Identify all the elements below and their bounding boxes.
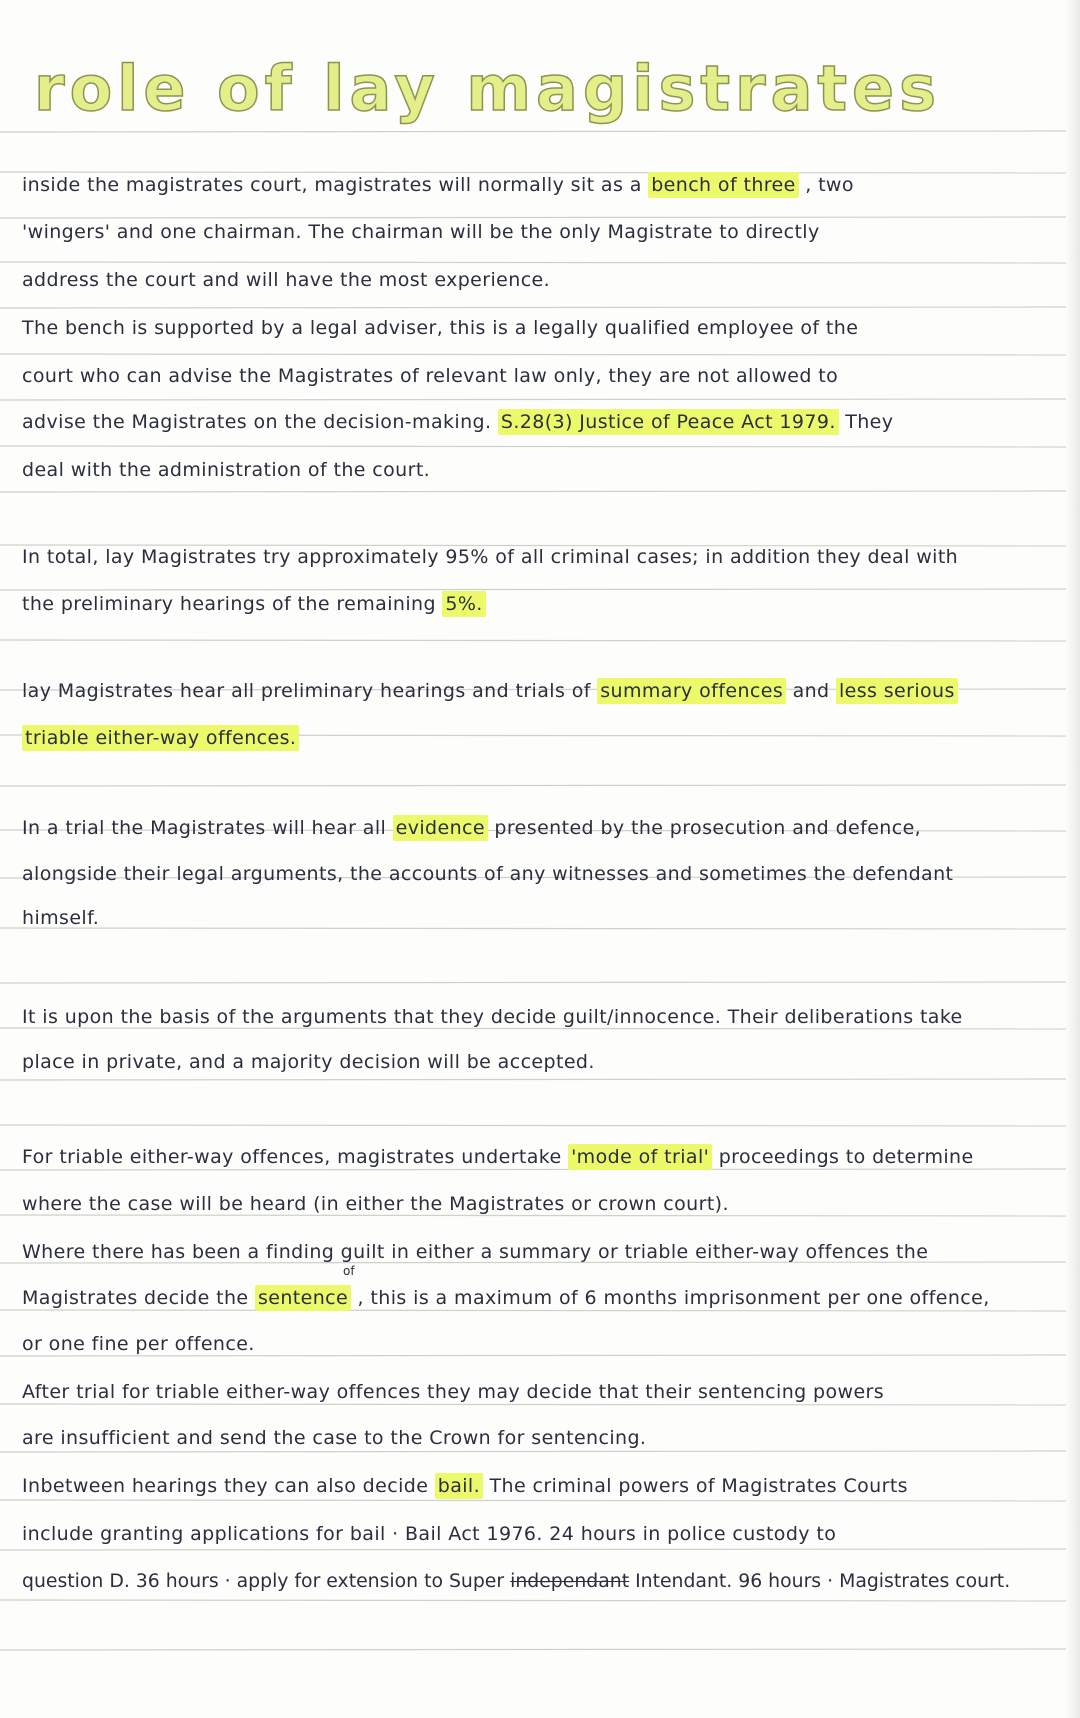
ruled-line bbox=[0, 1649, 1080, 1650]
note-line bbox=[22, 1195, 729, 1214]
note-text: Intendant. 96 hours · Magistrates court. bbox=[629, 1571, 1011, 1592]
note-text: The criminal powers of Magistrates Courts bbox=[483, 1475, 908, 1497]
ruled-line bbox=[0, 354, 1080, 355]
note-text: lay Magistrates hear all preliminary hearings and trials of bbox=[22, 680, 598, 702]
highlighted-text: sentence bbox=[255, 1285, 351, 1311]
ruled-line bbox=[0, 399, 1080, 400]
note-text: himself. bbox=[22, 907, 100, 929]
note-text: the preliminary hearings of the remaining bbox=[22, 593, 443, 615]
ruled-line bbox=[0, 982, 1080, 983]
highlighted-text: 'mode of trial' bbox=[568, 1144, 712, 1170]
note-text: Where there has been a finding guilt in either a summary or triable either-way offences the bbox=[22, 1241, 929, 1263]
note-text: In total, lay Magistrates try approximately 95% of all criminal cases; in addition they deal with bbox=[22, 546, 959, 568]
note-text: In a trial the Magistrates will hear all bbox=[22, 817, 393, 839]
note-text: It is upon the basis of the arguments that they decide guilt/innocence. Their deliberations take bbox=[22, 1006, 963, 1028]
note-line bbox=[22, 271, 550, 290]
highlighted-text: summary offences bbox=[597, 678, 786, 704]
ruled-line bbox=[0, 1079, 1080, 1080]
note-text: They bbox=[838, 411, 894, 433]
page-title: role of lay magistrates bbox=[34, 52, 942, 125]
note-text: , this is a maximum of 6 months imprisonment per one offence, bbox=[351, 1287, 990, 1309]
note-line bbox=[22, 729, 299, 748]
note-line bbox=[22, 909, 99, 928]
note-line bbox=[22, 1477, 908, 1496]
ruled-line bbox=[0, 1310, 1080, 1311]
note-line bbox=[22, 461, 430, 480]
note-line bbox=[22, 1053, 595, 1072]
note-line bbox=[22, 1525, 836, 1544]
note-text: alongside their legal arguments, the accounts of any witnesses and sometimes the defendant bbox=[22, 863, 954, 885]
note-text: where the case will be heard (in either the Magistrates or crown court). bbox=[22, 1193, 729, 1215]
note-line bbox=[22, 548, 958, 567]
note-line bbox=[22, 1289, 990, 1308]
ruled-line bbox=[0, 1125, 1080, 1126]
note-text: For triable either-way offences, magistrates undertake bbox=[22, 1146, 569, 1168]
note-text: and bbox=[786, 680, 836, 702]
note-line bbox=[22, 1335, 255, 1354]
note-line bbox=[22, 367, 838, 386]
crossed-out-text: independant bbox=[510, 1571, 630, 1592]
note-text: question D. 36 hours · apply for extension to Super bbox=[22, 1571, 511, 1592]
note-text: or one fine per offence. bbox=[22, 1333, 255, 1355]
note-line bbox=[22, 865, 953, 884]
ruled-line bbox=[0, 589, 1080, 590]
note-text: 'wingers' and one chairman. The chairman will be the only Magistrate to directly bbox=[22, 221, 820, 243]
note-text: include granting applications for bail · Bail Act 1976. 24 hours in police custody to bbox=[22, 1523, 837, 1545]
ruled-line bbox=[0, 1355, 1080, 1356]
ruled-line bbox=[0, 1500, 1080, 1501]
note-line bbox=[22, 819, 921, 838]
note-text: court who can advise the Magistrates of relevant law only, they are not allowed to bbox=[22, 365, 839, 387]
note-text: inside the magistrates court, magistrates will normally sit as a bbox=[22, 174, 649, 196]
highlighted-text: bail. bbox=[435, 1473, 483, 1499]
ruled-line bbox=[0, 1215, 1080, 1216]
note-line bbox=[22, 176, 854, 195]
note-text: deal with the administration of the court. bbox=[22, 459, 431, 481]
inserted-word: of bbox=[343, 1264, 355, 1278]
note-text: Magistrates decide the bbox=[22, 1287, 255, 1309]
ruled-line bbox=[0, 172, 1080, 173]
ruled-line bbox=[0, 262, 1080, 263]
highlighted-text: triable either-way offences. bbox=[22, 725, 299, 751]
ruled-line bbox=[0, 131, 1080, 132]
note-text: are insufficient and send the case to the Crown for sentencing. bbox=[22, 1427, 647, 1449]
note-line bbox=[22, 1243, 928, 1262]
note-line bbox=[22, 223, 820, 242]
note-text: Inbetween hearings they can also decide bbox=[22, 1475, 435, 1497]
note-line bbox=[22, 1148, 974, 1167]
note-text: proceedings to determine bbox=[712, 1146, 974, 1168]
ruled-line bbox=[0, 1404, 1080, 1405]
note-text: advise the Magistrates on the decision-making. bbox=[22, 411, 498, 433]
note-line bbox=[22, 1573, 1010, 1592]
note-text: The bench is supported by a legal adviser, this is a legally qualified employee of the bbox=[22, 317, 859, 339]
ruled-line bbox=[0, 307, 1080, 308]
ruled-line bbox=[0, 785, 1080, 786]
note-text: After trial for triable either-way offences they may decide that their sentencing powers bbox=[22, 1381, 885, 1403]
ruled-line bbox=[0, 1169, 1080, 1170]
note-line bbox=[22, 1008, 963, 1027]
highlighted-text: S.28(3) Justice of Peace Act 1979. bbox=[498, 409, 839, 435]
highlighted-text: less serious bbox=[836, 678, 958, 704]
highlighted-text: 5%. bbox=[442, 591, 485, 617]
ruled-line bbox=[0, 446, 1080, 447]
ruled-line bbox=[0, 1549, 1080, 1550]
ruled-line bbox=[0, 928, 1080, 929]
ruled-line bbox=[0, 491, 1080, 492]
ruled-line bbox=[0, 1028, 1080, 1029]
ruled-line bbox=[0, 640, 1080, 641]
note-text: place in private, and a majority decision will be accepted. bbox=[22, 1051, 595, 1073]
highlighted-text: bench of three bbox=[648, 172, 799, 198]
page-edge bbox=[1066, 0, 1080, 1718]
note-line bbox=[22, 682, 958, 701]
note-line bbox=[22, 1383, 884, 1402]
note-text: presented by the prosecution and defence, bbox=[487, 817, 922, 839]
ruled-line bbox=[0, 1451, 1080, 1452]
note-line bbox=[22, 319, 858, 338]
ruled-line bbox=[0, 217, 1080, 218]
note-line bbox=[22, 595, 486, 614]
note-text: address the court and will have the most experience. bbox=[22, 269, 551, 291]
note-line bbox=[22, 1429, 646, 1448]
note-text: , two bbox=[798, 174, 854, 196]
ruled-line bbox=[0, 1600, 1080, 1601]
note-line bbox=[22, 413, 893, 432]
highlighted-text: evidence bbox=[393, 815, 488, 841]
